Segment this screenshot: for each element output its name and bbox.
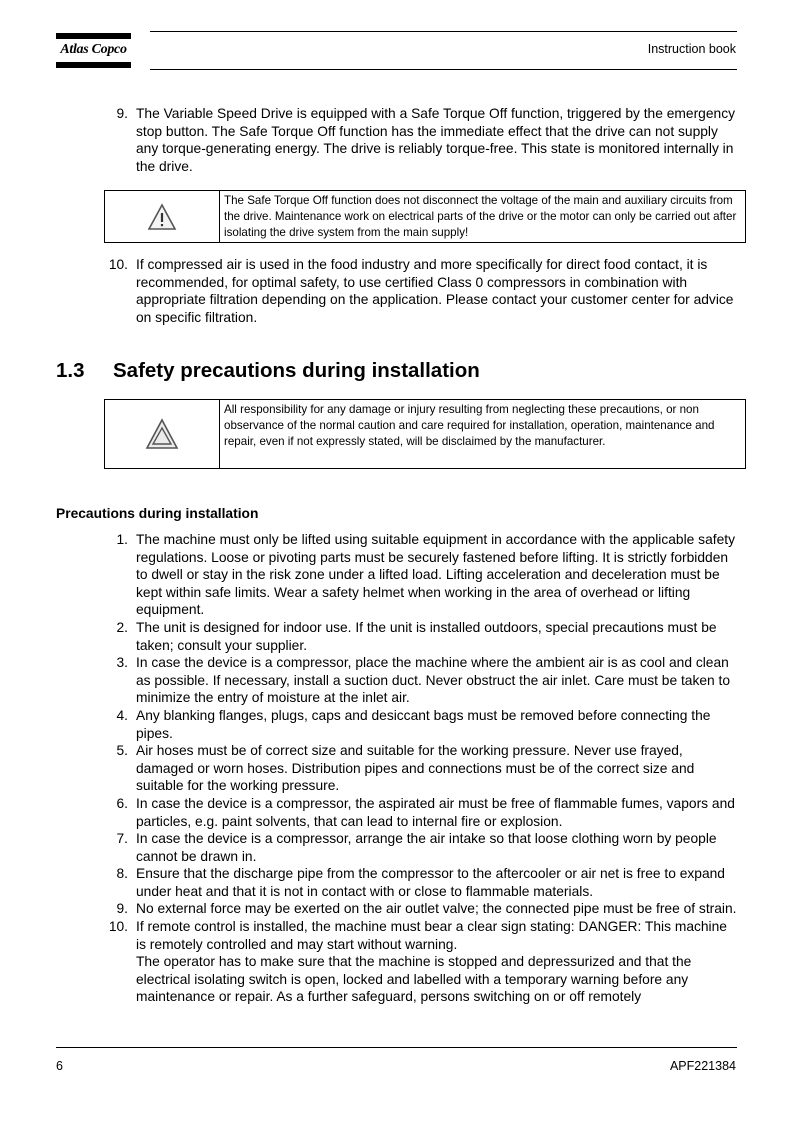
list-item-text: The Variable Speed Drive is equipped with a Safe Torque Off function, triggered by the emergency stop button. The Safe Torque Off function has the immediate effect that the drive can not supply any torque-generating energy. The drive is reliably torque-free. This state is monitored internally in the drive. xyxy=(136,106,735,174)
header-rule-top xyxy=(150,31,737,32)
list-item-number: 2. xyxy=(116,619,128,635)
list-item-number: 9. xyxy=(116,106,128,121)
warning-box-safe-torque xyxy=(104,190,746,243)
list-item-text: In case the device is a compressor, place the machine where the ambient air is as cool and clean as possible. If necessary, install a suction duct. Never obstruct the air inlet. Care must be taken to minimize the entry of moisture at the inlet air. xyxy=(136,655,731,706)
list-item-text: If remote control is installed, the machine must bear a clear sign stating: DANGER: This machine is remotely controlled and may start without warning. xyxy=(136,919,727,952)
list-item-text: Ensure that the discharge pipe from the compressor to the aftercooler or air net is free to expand under heat and that it is not in contact with or close to flammable materials. xyxy=(136,866,725,899)
logo-bar-bottom xyxy=(56,62,131,68)
list-item xyxy=(100,742,740,795)
list-item-text: In case the device is a compressor, arrange the air intake so that loose clothing worn by people cannot be drawn in. xyxy=(136,831,717,864)
section-title: Safety precautions during installation xyxy=(113,359,480,382)
list-item xyxy=(100,105,740,175)
list-item-number: 1. xyxy=(116,532,128,547)
warning-triangle-double-icon xyxy=(145,418,179,450)
list-item xyxy=(100,830,740,865)
warning-box-responsibility xyxy=(104,399,746,469)
warning-text: The Safe Torque Off function does not disconnect the voltage of the main and auxiliary circuits from the drive. Maintenance work on electrical parts of the drive or the motor can only be carried out after isolating the drive system from the main supply! xyxy=(224,194,737,239)
list-item-number: 7. xyxy=(116,831,128,847)
list-item xyxy=(100,900,740,918)
book-title: Instruction book xyxy=(647,42,736,56)
list-item xyxy=(100,795,740,830)
warning-icon-cell xyxy=(105,191,220,242)
precautions-heading: Precautions during installation xyxy=(56,506,259,521)
header-rule-bottom xyxy=(150,69,737,70)
intro-list-2 xyxy=(100,256,740,326)
footer-rule xyxy=(56,1047,737,1048)
warning-icon-cell xyxy=(105,400,220,468)
list-item xyxy=(100,619,740,654)
list-item-text-continued: The operator has to make sure that the machine is stopped and depressurized and that the electrical isolating switch is open, locked and labelled with a temporary warning before any maintenance or repair. As a further safeguard, persons switching on or off remotely xyxy=(136,954,692,1005)
list-item xyxy=(100,531,740,619)
list-item-number: 10. xyxy=(108,919,128,935)
warning-text: All responsibility for any damage or injury resulting from neglecting these precautions, or non observance of the normal caution and care required for installation, operation, maintenance and repair, even if not expressly stated, will be disclaimed by the manufacturer. xyxy=(224,403,715,448)
list-item-number: 9. xyxy=(116,901,128,917)
list-item xyxy=(100,654,740,707)
atlas-copco-logo xyxy=(56,33,131,69)
list-item-text: If compressed air is used in the food industry and more specifically for direct food contact, it is recommended, for optimal safety, to use certified Class 0 compressors in combination with appropriate filtration depending on the application. Please contact your customer center for advice on specific filtration. xyxy=(136,257,734,325)
page-number: 6 xyxy=(56,1059,63,1073)
warning-triangle-icon xyxy=(147,203,177,231)
list-item-number: 6. xyxy=(116,795,128,811)
list-item-number: 10. xyxy=(108,257,128,272)
document-code: APF221384 xyxy=(669,1059,736,1073)
list-item-number: 8. xyxy=(116,866,128,882)
list-item-text: Air hoses must be of correct size and suitable for the working pressure. Never use frayed, damaged or worn hoses. Distribution pipes and connections must be of the correct size and suitable for the working pressure. xyxy=(136,743,695,794)
list-item-text: The unit is designed for indoor use. If the unit is installed outdoors, special precautions must be taken; consult your supplier. xyxy=(136,619,717,653)
list-item-number: 5. xyxy=(116,743,128,759)
list-item-text: No external force may be exerted on the air outlet valve; the connected pipe must be free of strain. xyxy=(136,901,737,917)
section-number: 1.3 xyxy=(56,359,85,382)
list-item-text: The machine must only be lifted using suitable equipment in accordance with the applicable safety regulations. Loose or pivoting parts must be securely fastened before lifting. It is strictly forbidden to dwell or stay in the risk zone under a lifted load. Lifting acceleration and deceleration must be kept within safe limits. Wear a safety helmet when working in the area of overhead or lifting equipment. xyxy=(136,532,735,618)
list-item-text: Any blanking flanges, plugs, caps and desiccant bags must be removed before connecting the pipes. xyxy=(136,707,711,741)
logo-text: Atlas Copco xyxy=(60,42,127,57)
list-item xyxy=(100,256,740,326)
list-item xyxy=(100,865,740,900)
precautions-list xyxy=(100,531,740,1006)
logo-bar-top xyxy=(56,33,131,39)
list-item xyxy=(100,707,740,742)
list-item-number: 4. xyxy=(116,707,128,723)
intro-list xyxy=(100,105,740,175)
list-item-number: 3. xyxy=(116,655,128,671)
list-item xyxy=(100,918,740,1006)
list-item-text: In case the device is a compressor, the aspirated air must be free of flammable fumes, vapors and particles, e.g. paint solvents, that can lead to internal fire or explosion. xyxy=(136,795,735,829)
